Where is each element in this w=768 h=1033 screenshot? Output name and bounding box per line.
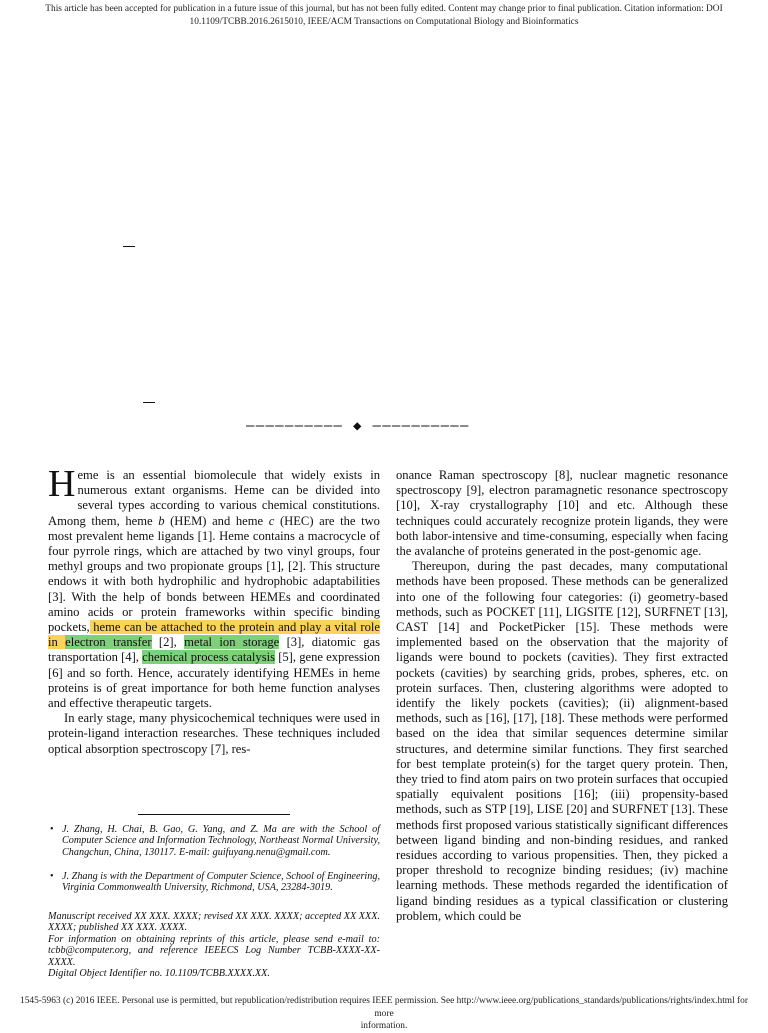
author-affiliation-footnote: • J. Zhang, H. Chai, B. Gao, G. Yang, and Z. Ma are with the School of Computer Science and Information Technology, Northeast Normal University, Changchun, China, 130117. E-mail: guifuyang.nenu@gmail.com. bbox=[48, 824, 380, 858]
drop-cap: H bbox=[48, 463, 76, 505]
author-affiliation-footnote: • J. Zhang is with the Department of Computer Science, School of Engineering, Virginia Commonwealth University, Richmond, USA, 23284-3019. bbox=[48, 871, 380, 894]
footer-line-1: 1545-5963 (c) 2016 IEEE. Personal use is permitted, but republication/redistribution requires IEEE permission. See http://www.ieee.org/publications_standards/publications/rights/index.html for more bbox=[20, 996, 748, 1019]
intro-paragraph: Heme is an essential biomolecule that widely exists in numerous extant organisms. Heme can be divided into several types according to various chemical constitutions. Among them, heme b (HEM) and heme c (HEC) are the two most prevalent heme ligands [1]. Heme contains a macrocycle of four pyrrole rings, which are attached by two vinyl groups, four methyl groups and two propionate groups [1], [2]. This structure endows it with both hydrophilic and hydrophobic adaptabilities [3]. With the help of bonds between HEMEs and coordinated amino acids or protein frameworks within specific binding pockets, heme can be attached to the protein and play a vital role in electron transfer [2], metal ion storage [3], diatomic gas transportation [4], chemical process catalysis [5], gene expression [6] and so forth. Hence, accurately identifying HEMEs in heme proteins is of great importance for both heme function analyses and effective therapeutic targets. bbox=[48, 463, 380, 711]
body-paragraph: Thereupon, during the past decades, many computational methods have been proposed. These methods can be generalized into one of the following four categories: (i) geometry-based methods, such as POCKET [11], LIGSITE [12], SURFNET [13], CAST [14] and PocketPicker [15]. These methods were implemented based on the observation that the majority of ligands were bound to pockets (cavities). They first extracted pockets (cavities) by searching grids, probes, spheres, etc. on protein surfaces. Then, clustering algorithms were adopted to identify the likely pockets (cavities); (ii) alignment-based methods, such as [16], [17], [18]. These methods were performed based on the idea that similar sequences determine similar structures, and determine similar functions. They first searched for best template protein(s) for the target query protein. Then, they tried to find atom pairs on two protein surfaces that occupied spatially equivalent positions [16]; (iii) propensity-based methods, such as STP [19], LISE [20] and SURFNET [13]. These methods first proposed various statistically significant differences between ligand binding and non-binding residues, and ranked residues according to various propensities. Then, they picked a proper threshold to recognize binding residues; (iv) machine learning methods. These methods regarded the identification of ligand binding residues as a typical classification or clustering problem, which could be bbox=[396, 559, 728, 923]
highlight-green: metal ion storage bbox=[184, 635, 280, 650]
footnote-rule bbox=[138, 814, 290, 815]
copyright-footer bbox=[20, 995, 748, 1033]
manuscript-dates-footnote: Manuscript received XX XXX. XXXX; revised XX XXX. XXXX; accepted XX XXX. XXXX; published XX XXX. XXXX. bbox=[48, 911, 380, 934]
header-line-2: 10.1109/TCBB.2016.2615010, IEEE/ACM Transactions on Computational Biology and Bioinformatics bbox=[189, 16, 579, 27]
reprint-info-footnote: For information on obtaining reprints of this article, please send e-mail to: tcbb@computer.org, and reference IEEECS Log Number TCBB-XXXX-XX-XXXX. bbox=[48, 934, 380, 968]
section-separator: –––––––––– ◆ –––––––––– bbox=[246, 418, 470, 434]
author-placeholder-dash bbox=[143, 402, 155, 403]
highlight-yellow: heme can be attached to the protein and play a vital role in bbox=[48, 620, 380, 650]
highlight-green: electron transfer bbox=[65, 635, 152, 650]
body-paragraph: onance Raman spectroscopy [8], nuclear magnetic resonance spectroscopy [9], electron paramagnetic resonance spectroscopy [10], X-ray crystallography [10] and etc. Although these techniques could accurately recognize protein ligands, they were both labor-intensive and time-consuming, especially when facing the avalanche of proteins generated in the post-genomic age. bbox=[396, 468, 728, 559]
highlight-green: chemical process catalysis bbox=[142, 650, 276, 665]
header-line-1: This article has been accepted for publication in a future issue of this journal, but has not been fully edited. Content may change prior to final publication. Citation information: DOI bbox=[45, 4, 723, 14]
doi-footnote: Digital Object Identifier no. 10.1109/TCBB.XXXX.XX. bbox=[48, 968, 270, 979]
journal-header bbox=[40, 3, 728, 28]
right-column bbox=[396, 468, 728, 924]
title-placeholder-dash bbox=[123, 246, 135, 247]
body-paragraph: In early stage, many physicochemical techniques were used in protein-ligand interaction researches. These techniques included optical absorption spectroscopy [7], res- bbox=[48, 711, 380, 756]
left-column bbox=[48, 463, 380, 757]
footer-line-2: information. bbox=[360, 1021, 408, 1031]
